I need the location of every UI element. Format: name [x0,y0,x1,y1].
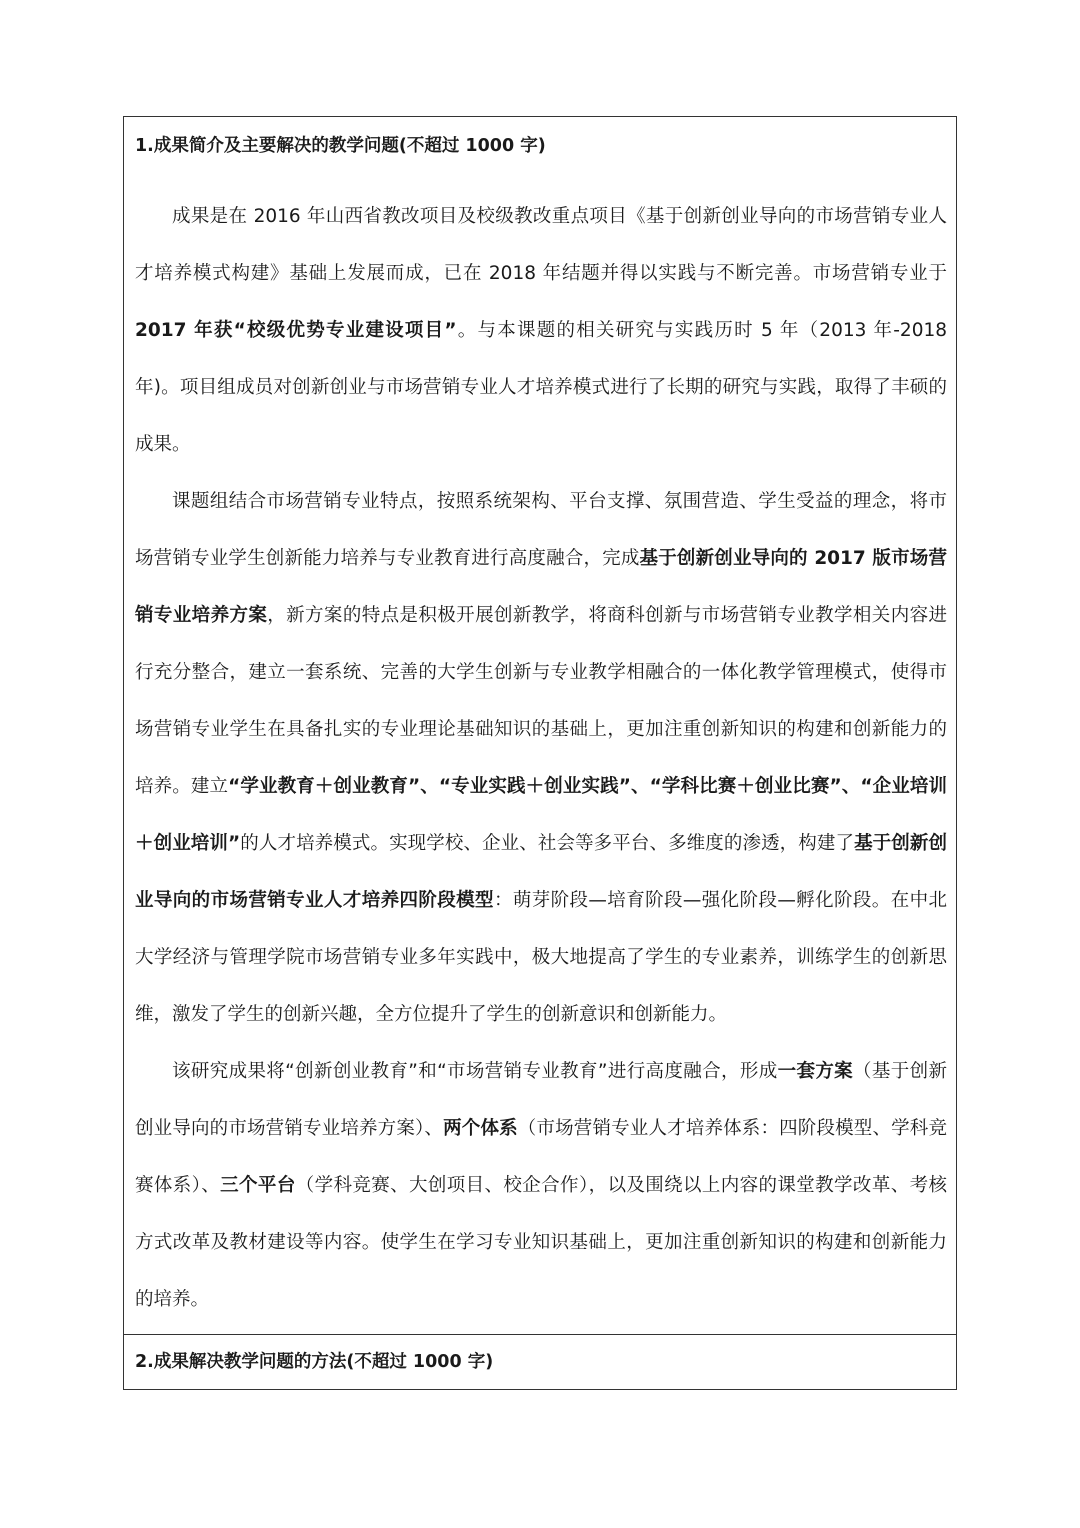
section-1-body [135,188,947,1328]
section-2-heading: 2.成果解决教学问题的方法(不超过 1000 字) [135,1352,494,1372]
p2-text-a: 课题组结合市场营销专业特点，按照系统架构、平台支撑、氛围营造、学生受益的理念，将市场营销专业学生创新能力培养与专业教育进行高度融合，完成 [135,491,947,569]
p2-bold-model: 基于创新创业导向的市场营销专业人才培养四阶段模型 [135,833,947,911]
p1-text-c: 。与本课题的相关研究与实践历时 5 年（2013 年-2018 年)。项目组成员对创新创业与市场营销专业人才培养模式进行了长期的研究与实践，取得了丰硕的成果。 [135,320,947,455]
p3-bold-three-platforms: 三个平台 [220,1175,296,1196]
p2-text-g: ：萌芽阶段—培育阶段—强化阶段—孵化阶段。在中北大学经济与管理学院市场营销专业多年实践中，极大地提高了学生的专业素养，训练学生的创新思维，激发了学生的创新兴趣，全方位提升了学生的创新意识和创新能力。 [135,890,947,1025]
paragraph-2 [135,473,947,1043]
p3-text-g: （学科竞赛、大创项目、校企合作），以及围绕以上内容的课堂教学改革、考核方式改革及教材建设等内容。使学生在学习专业知识基础上，更加注重创新知识的构建和创新能力的培养。 [135,1175,947,1310]
section-methods [124,1335,956,1389]
p1-text-a: 成果是在 2016 年山西省教改项目及校级教改重点项目《基于创新创业导向的市场营销专业人才培养模式构建》基础上发展而成，已在 2018 年结题并得以实践与不断完善。市场营销专业于 [135,206,947,284]
paragraph-1 [135,188,947,473]
p2-bold-plan: 基于创新创业导向的 2017 版市场营销专业培养方案 [135,548,947,626]
p3-text-e: （市场营销专业人才培养体系：四阶段模型、学科竞赛体系）、 [135,1118,947,1196]
section-summary [124,117,956,1335]
p3-bold-one-plan: 一套方案 [777,1061,854,1082]
paragraph-3 [135,1043,947,1328]
p3-text-a: 该研究成果将“创新创业教育”和“市场营销专业教育”进行高度融合，形成 [172,1061,778,1082]
p2-text-e: 的人才培养模式。实现学校、企业、社会等多平台、多维度的渗透，构建了 [240,833,855,854]
p2-bold-modes: “学业教育＋创业教育”、“专业实践＋创业实践”、“学科比赛＋创业比赛”、“企业培训＋创业培训” [135,776,947,854]
p3-bold-two-systems: 两个体系 [443,1118,518,1139]
form-table [123,116,957,1390]
p1-bold-project: 2017 年获“校级优势专业建设项目” [135,320,457,341]
p2-text-c: ，新方案的特点是积极开展创新教学，将商科创新与市场营销专业教学相关内容进行充分整合，建立一套系统、完善的大学生创新与专业教学相融合的一体化教学管理模式，使得市场营销专业学生在具备扎实的专业理论基础知识的基础上，更加注重创新知识的构建和创新能力的培养。建立 [135,605,947,797]
p3-text-c: （基于创新创业导向的市场营销专业培养方案）、 [135,1061,947,1139]
section-1-heading: 1.成果简介及主要解决的教学问题(不超过 1000 字) [135,136,546,156]
